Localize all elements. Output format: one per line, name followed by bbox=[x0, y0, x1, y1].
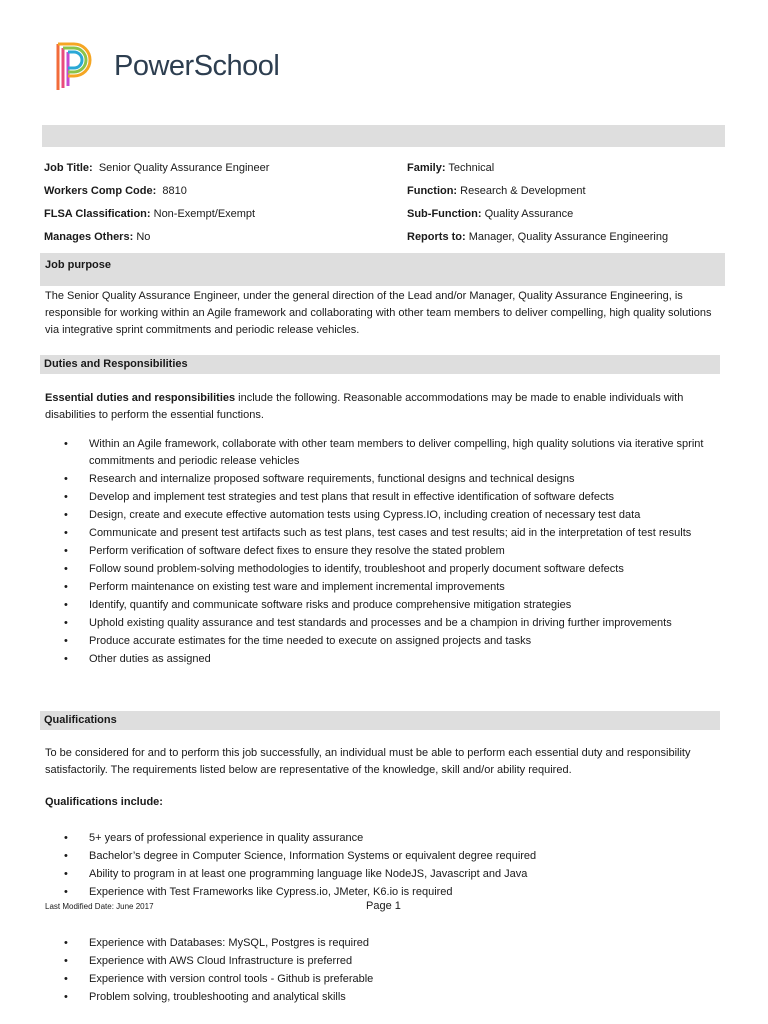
reports-to-label: Reports to: bbox=[407, 231, 466, 243]
job-purpose-text: The Senior Quality Assurance Engineer, under the general direction of the Lead and/or Manager, Quality Assurance Engineering, is responsible for working within an Agile framework and collaborating with other team members to deliver compelling, high quality solutions via integrative sprint commitments and periodic release vehicles. bbox=[45, 290, 712, 336]
workers-comp-value: 8810 bbox=[162, 185, 187, 197]
bullet-icon: • bbox=[64, 937, 68, 949]
list-item-text: Within an Agile framework, collaborate with other team members to deliver compelling, high quality solutions via iterative sprint commitments and periodic release vehicles bbox=[89, 438, 704, 467]
list-item bbox=[64, 543, 724, 560]
list-item-text: Ability to program in at least one programming language like NodeJS, Javascript and Java bbox=[89, 868, 528, 880]
function-label: Function: bbox=[407, 185, 458, 197]
list-item bbox=[64, 866, 724, 883]
list-item-text: Other duties as assigned bbox=[89, 653, 211, 665]
qualifications-list-page2 bbox=[64, 935, 724, 1007]
list-item bbox=[64, 507, 724, 524]
bullet-icon: • bbox=[64, 850, 68, 862]
list-item bbox=[64, 561, 724, 578]
bullet-icon: • bbox=[64, 973, 68, 985]
reports-to-value: Manager, Quality Assurance Engineering bbox=[468, 231, 669, 243]
bullet-icon: • bbox=[64, 991, 68, 1003]
qualifications-heading: Qualifications bbox=[44, 714, 117, 726]
bullet-icon: • bbox=[64, 868, 68, 880]
duties-list bbox=[64, 436, 724, 669]
bullet-icon: • bbox=[64, 653, 68, 665]
sub-function-field bbox=[407, 208, 573, 220]
job-title-value: Senior Quality Assurance Engineer bbox=[98, 162, 270, 174]
powerschool-p-icon bbox=[52, 40, 96, 96]
list-item-text: Develop and implement test strategies and test plans that result in effective identification of software defects bbox=[89, 491, 615, 503]
duties-intro-rest: include the following. Reasonable accommodations may be made to enable individuals with disabilities to perform the essential functions. bbox=[45, 392, 684, 421]
duties-intro bbox=[45, 390, 725, 424]
list-item bbox=[64, 579, 724, 596]
list-item bbox=[64, 489, 724, 506]
bullet-icon: • bbox=[64, 955, 68, 967]
qualifications-include-heading: Qualifications include: bbox=[45, 796, 163, 808]
list-item bbox=[64, 651, 724, 668]
footer-modified-date: Last Modified Date: June 2017 bbox=[45, 902, 154, 911]
powerschool-logo bbox=[52, 40, 352, 96]
duties-header bbox=[40, 355, 720, 374]
list-item-text: Experience with version control tools - Github is preferable bbox=[89, 973, 374, 985]
list-item bbox=[64, 471, 724, 488]
list-item-text: Communicate and present test artifacts such as test plans, test cases and test results; aid in the interpretation of test results bbox=[89, 527, 692, 539]
list-item-text: Experience with Databases: MySQL, Postgres is required bbox=[89, 937, 370, 949]
bullet-icon: • bbox=[64, 438, 68, 450]
sub-function-label: Sub-Function: bbox=[407, 208, 482, 220]
list-item bbox=[64, 830, 724, 847]
list-item-text: 5+ years of professional experience in quality assurance bbox=[89, 832, 364, 844]
reports-to-field bbox=[407, 231, 668, 243]
sub-function-value: Quality Assurance bbox=[484, 208, 574, 220]
list-item bbox=[64, 615, 724, 632]
list-item-text: Follow sound problem-solving methodologies to identify, troubleshoot and properly document software defects bbox=[89, 563, 624, 575]
list-item bbox=[64, 953, 724, 970]
title-bar bbox=[42, 125, 725, 147]
bullet-icon: • bbox=[64, 473, 68, 485]
bullet-icon: • bbox=[64, 599, 68, 611]
list-item bbox=[64, 525, 724, 542]
qualifications-list-page1 bbox=[64, 830, 724, 902]
bullet-icon: • bbox=[64, 617, 68, 629]
list-item-text: Uphold existing quality assurance and test standards and processes and be a champion in driving further improvements bbox=[89, 617, 672, 629]
flsa-field bbox=[44, 208, 255, 220]
list-item-text: Design, create and execute effective automation tests using Cypress.IO, including creation of necessary test data bbox=[89, 509, 641, 521]
duties-heading: Duties and Responsibilities bbox=[44, 358, 188, 370]
workers-comp-field bbox=[44, 185, 187, 197]
bullet-icon: • bbox=[64, 527, 68, 539]
list-item-text: Bachelor’s degree in Computer Science, Information Systems or equivalent degree required bbox=[89, 850, 537, 862]
qualifications-header bbox=[40, 711, 720, 730]
list-item-text: Problem solving, troubleshooting and analytical skills bbox=[89, 991, 346, 1003]
job-title-field bbox=[44, 162, 269, 174]
list-item bbox=[64, 884, 724, 901]
bullet-icon: • bbox=[64, 491, 68, 503]
list-item-text: Research and internalize proposed software requirements, functional designs and technical designs bbox=[89, 473, 575, 485]
list-item-text: Experience with AWS Cloud Infrastructure is preferred bbox=[89, 955, 353, 967]
function-value: Research & Development bbox=[460, 185, 586, 197]
bullet-icon: • bbox=[64, 635, 68, 647]
family-value: Technical bbox=[448, 162, 495, 174]
flsa-label: FLSA Classification: bbox=[44, 208, 151, 220]
list-item-text: Identify, quantify and communicate software risks and produce comprehensive mitigation strategies bbox=[89, 599, 572, 611]
list-item bbox=[64, 989, 724, 1006]
flsa-value: Non-Exempt/Exempt bbox=[153, 208, 256, 220]
brand-name: PowerSchool bbox=[114, 50, 280, 82]
bullet-icon: • bbox=[64, 832, 68, 844]
manages-field bbox=[44, 231, 150, 243]
family-label: Family: bbox=[407, 162, 446, 174]
list-item bbox=[64, 633, 724, 650]
job-title-label: Job Title: bbox=[44, 162, 93, 174]
list-item-text: Experience with Test Frameworks like Cypress.io, JMeter, K6.io is required bbox=[89, 886, 453, 898]
duties-intro-bold: Essential duties and responsibilities bbox=[45, 392, 236, 404]
function-field bbox=[407, 185, 586, 197]
list-item-text: Produce accurate estimates for the time needed to execute on assigned projects and tasks bbox=[89, 635, 532, 647]
bullet-icon: • bbox=[64, 563, 68, 575]
bullet-icon: • bbox=[64, 509, 68, 521]
bullet-icon: • bbox=[64, 886, 68, 898]
footer-page-number: Page 1 bbox=[366, 900, 401, 912]
job-purpose-header bbox=[40, 253, 725, 286]
manages-value: No bbox=[136, 231, 151, 243]
list-item bbox=[64, 848, 724, 865]
list-item-text: Perform verification of software defect fixes to ensure they resolve the stated problem bbox=[89, 545, 505, 557]
job-purpose-heading: Job purpose bbox=[45, 259, 112, 271]
list-item bbox=[64, 935, 724, 952]
workers-comp-label: Workers Comp Code: bbox=[44, 185, 157, 197]
qualifications-text: To be considered for and to perform this job successfully, an individual must be able to perform each essential duty and responsibility satisfactorily. The requirements listed below are representative of the knowledge, skill and/or ability required. bbox=[45, 747, 691, 776]
list-item-text: Perform maintenance on existing test ware and implement incremental improvements bbox=[89, 581, 505, 593]
family-field bbox=[407, 162, 494, 174]
bullet-icon: • bbox=[64, 581, 68, 593]
bullet-icon: • bbox=[64, 545, 68, 557]
manages-label: Manages Others: bbox=[44, 231, 134, 243]
list-item bbox=[64, 971, 724, 988]
list-item bbox=[64, 597, 724, 614]
list-item bbox=[64, 436, 724, 470]
